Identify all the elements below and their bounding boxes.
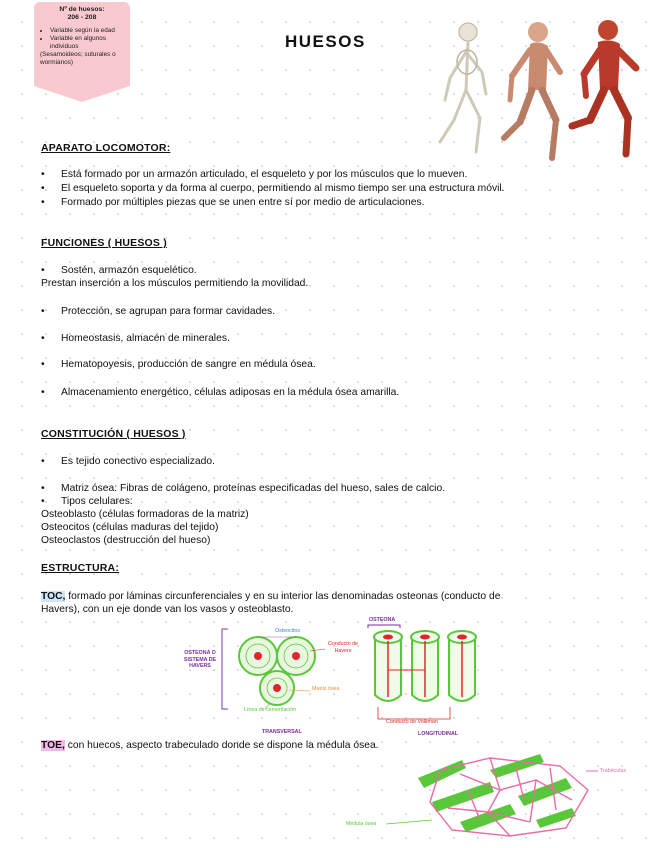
note-bullet-2: • Variable en algunos individuos	[50, 35, 124, 51]
toc-line-1	[41, 590, 500, 604]
heading-aparato-locomotor: APARATO LOCOMOTOR:	[41, 142, 171, 154]
s2-bullet-1-cont: Prestan inserción a los músculos permitiendo la movilidad.	[41, 278, 309, 289]
toc-text-1: formado por láminas circunferenciales y en su interior las denominadas osteonas (conducto de	[65, 591, 501, 602]
toe-tag: TOE,	[41, 740, 65, 751]
note-title-line1: Nº de huesos:	[59, 6, 105, 13]
osteocitos-label: Osteocitos	[275, 628, 301, 634]
s3-cell-osteoblasto: Osteoblasto (células formadoras de la matriz)	[41, 509, 249, 520]
s2-bullet-3: • Homeostasis, almacén de minerales.	[61, 332, 230, 346]
s1-bullet-2: • El esqueleto soporta y da forma al cuerpo, permitiendo al mismo tiempo ser una estructura móvil.	[61, 182, 505, 196]
toe-line	[41, 739, 379, 753]
muscle-figure	[572, 20, 636, 154]
longitudinal-label: LONGITUDINAL	[418, 731, 459, 737]
toe-text: con huecos, aspecto trabeculado donde se dispone la médula ósea.	[64, 740, 379, 751]
s1-bullet-1: • Está formado por un armazón articulado, el esqueleto y por los músculos que lo mueven.	[61, 168, 467, 182]
toc-line-2: Havers), con un eje donde van los vasos y osteoblasto.	[41, 604, 294, 615]
conducto-volkman-label: Conducto de Volkman	[386, 719, 438, 725]
osteona-sistema-havers-label: OSTEONA O SISTEMA DE HAVERS	[183, 650, 217, 669]
transversal-label: TRANSVERSAL	[262, 729, 302, 735]
heading-funciones: FUNCIONES ( HUESOS )	[41, 237, 167, 249]
s3-cell-osteocitos: Osteocitos (células maduras del tejido)	[41, 522, 219, 533]
page-title: HUESOS	[285, 32, 366, 51]
conducto-havers-label: Conducto de Havers	[327, 641, 359, 654]
anatomy-figures-image	[420, 10, 656, 165]
matriz-osea-label: Matriz ósea	[312, 686, 340, 692]
heading-estructura: ESTRUCTURA:	[41, 562, 120, 574]
sticky-note	[34, 2, 130, 86]
note-extra: (Sesamoideos; suturales o wormianos)	[40, 51, 116, 66]
note-bullet-1: • Variable según la edad	[50, 27, 124, 35]
spongy-bone-diagram	[340, 750, 640, 842]
s2-bullet-2: • Protección, se agrupan para formar cavidades.	[61, 305, 275, 319]
linea-cementacion-label: Línea de cementación	[244, 707, 297, 713]
s1-bullet-3: • Formado por múltiples piezas que se unen entre sí por medio de articulaciones.	[61, 196, 424, 210]
skeleton-figure	[440, 23, 486, 152]
s3-bullet-2: • Matriz ósea: Fibras de colágeno, proteínas especificadas del hueso, sales de calcio.	[61, 482, 445, 496]
half-muscle-figure	[504, 22, 560, 158]
osteona-label: OSTEONA	[369, 617, 396, 623]
s3-cell-osteoclastos: Osteoclastos (destrucción del hueso)	[41, 535, 211, 546]
toc-tag: TOC,	[41, 591, 66, 602]
s2-bullet-4: • Hematopoyesis, producción de sangre en médula ósea.	[61, 358, 316, 372]
osteon-diagram	[170, 615, 490, 740]
s3-bullet-1: • Es tejido conectivo especializado.	[61, 455, 215, 469]
heading-constitucion: CONSTITUCIÓN ( HUESOS )	[41, 428, 186, 440]
trabeculas-label: Trabéculas	[600, 768, 627, 774]
s3-bullet-3: • Tipos celulares:	[61, 495, 133, 509]
note-title-line2: 206 - 208	[67, 14, 97, 21]
s2-bullet-1: • Sostén, armazón esquelético.	[61, 264, 197, 278]
medula-osea-label: Médula ósea	[346, 821, 377, 827]
s2-bullet-5: • Almacenamiento energético, células adiposas en la médula ósea amarilla.	[61, 386, 399, 400]
sticky-note-tip	[34, 86, 130, 102]
